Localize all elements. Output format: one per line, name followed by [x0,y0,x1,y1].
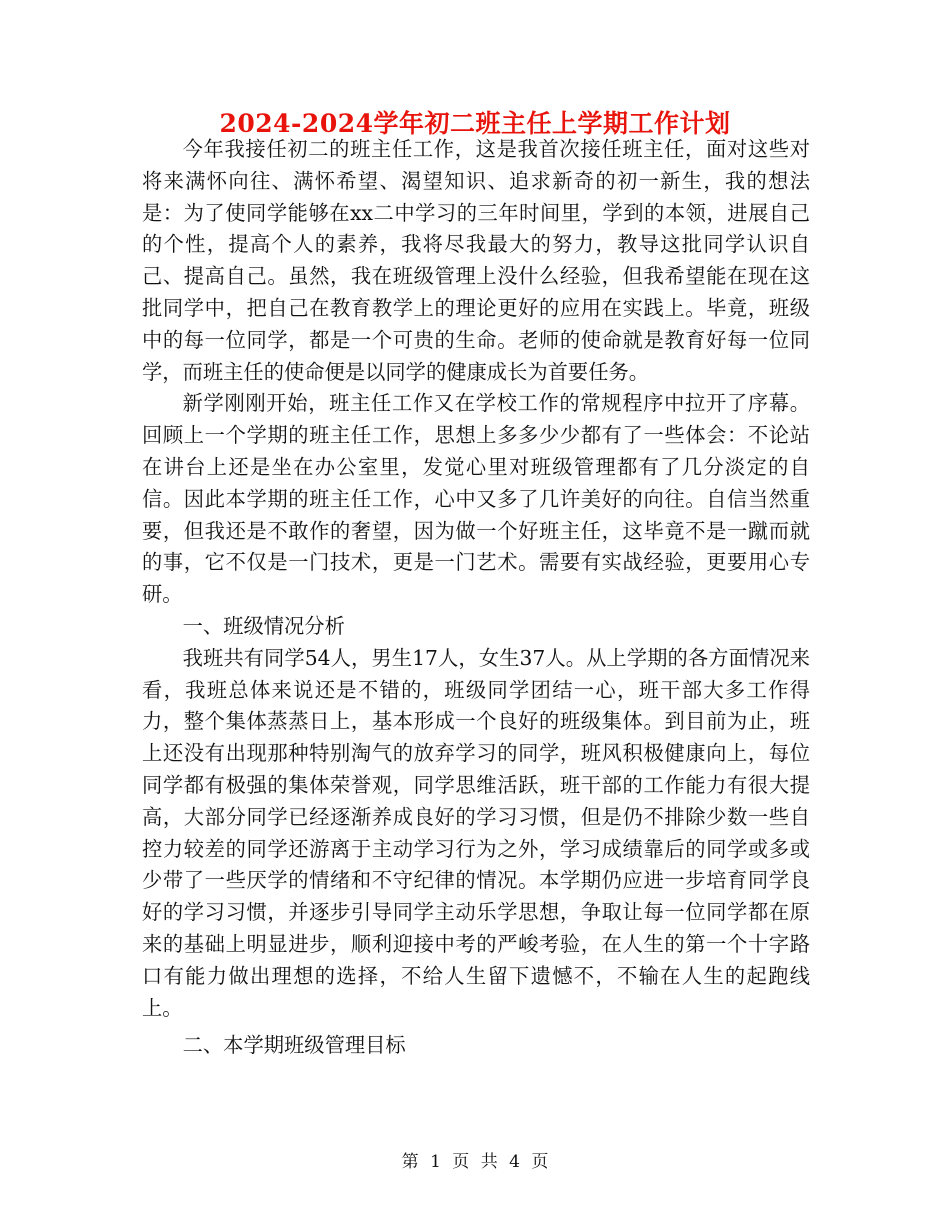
section-heading-class-analysis: 一、班级情况分析 [182,613,345,638]
page-number-footer: 第 1 页 共 4 页 [401,1152,549,1172]
paragraph-class-analysis: 我班共有同学54人，男生17人，女生37人。从上学期的各方面情况来看，我班总体来说还是不错的，班级同学团结一心，班干部大多工作得力，整个集体蒸蒸日上，基本形成一个良好的班级集体。到目前为止，班上还没有出现那种特别淘气的放弃学习的同学，班风积极健康向上，每位同学都有极强的集体荣誉观，同学思维活跃，班干部的工作能力有很大提高，大部分同学已经逐渐养成良好的学习习惯，但是仍不排除少数一些自控力较差的同学还游离于主动学习行为之外，学习成绩靠后的同学或多或少带了一些厌学的情绪和不守纪律的情况。本学期仍应进一步培育同学良好的学习习惯，并逐步引导同学主动乐学思想，争取让每一位同学都在原来的基础上明显进步，顺利迎接中考的严峻考验，在人生的第一个十字路口有能力做出理想的选择，不给人生留下遗憾不，不输在人生的起跑线上。 [142,645,810,1020]
document-title: 2024-2024学年初二班主任上学期工作计划 [219,109,731,138]
paragraph-new-semester: 新学刚刚开始，班主任工作又在学校工作的常规程序中拉开了序幕。回顾上一个学期的班主任工作，思想上多多少少都有了一些体会：不论站在讲台上还是坐在办公室里，发觉心里对班级管理都有了几分淡定的自信。因此本学期的班主任工作，心中又多了几许美好的向往。自信当然重要，但我还是不敢作的奢望，因为做一个好班主任，这毕竟不是一蹴而就的事，它不仅是一门技术，更是一门艺术。需要有实战经验，更要用心专研。 [142,391,810,607]
document-body [142,134,810,1062]
section-heading-management-goals: 二、本学期班级管理目标 [182,1033,406,1058]
paragraph-intro: 今年我接任初二的班主任工作，这是我首次接任班主任，面对这些对将来满怀向往、满怀希望、渴望知识、追求新奇的初一新生，我的想法是：为了使同学能够在xx二中学习的三年时间里，学到的本领，进展自己的个性，提高个人的素养，我将尽我最大的努力，教导这批同学认识自己、提高自己。虽然，我在班级管理上没什么经验，但我希望能在现在这批同学中，把自己在教育教学上的理论更好的应用在实践上。毕竟，班级中的每一位同学，都是一个可贵的生命。老师的使命就是教育好每一位同学，而班主任的使命便是以同学的健康成长为首要任务。 [142,137,810,384]
